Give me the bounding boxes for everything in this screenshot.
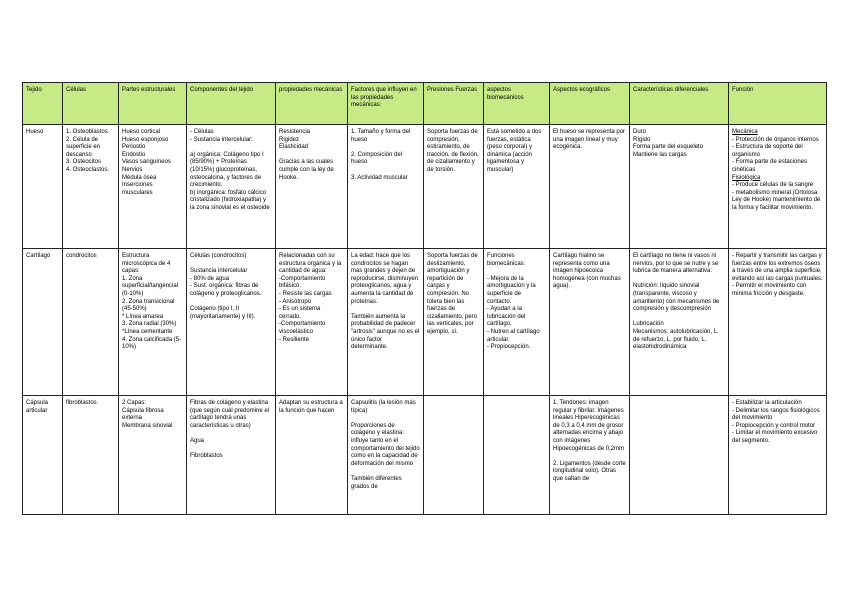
cell-line: 1. Zona superficial/tangencial (0-10%) — [122, 275, 179, 297]
cell-line: Mantiene las cargas — [633, 151, 687, 158]
cell-line: - Nutren al cartílago articular. — [487, 328, 540, 343]
cell-line: - Mejora de la amortiguación y la superficie de contacto. — [487, 275, 536, 305]
cell-line: La edad: hace que los condrocitos se hagan más grandes y dejen de reproducirse, disminuyen proteoglicanos, agua y aumenta la cantidad de proteínas. — [351, 253, 419, 305]
cell-line — [351, 306, 420, 314]
cell-line: - Ayudan a la lubricación del cartílago. — [487, 306, 526, 328]
cell-line: 2 Capas: — [122, 400, 147, 406]
cell-line: fibroblastos — [66, 400, 97, 406]
cell-line: 4. Zona calcificada (5-10%) — [122, 336, 182, 351]
column-header-celulas: Células — [63, 83, 119, 125]
table-cell — [550, 396, 630, 515]
cell-line: Adaptan su estructura a la función que hacen — [279, 400, 343, 414]
table-cell — [729, 249, 827, 396]
cell-line: 2. Célula de superficie en descanso — [66, 136, 101, 158]
cell-line: - Sust. orgánica: fibras de colágeno y proteoglicanos. — [190, 283, 262, 297]
cell-line — [351, 144, 420, 152]
study-table — [22, 82, 827, 515]
table-cell — [630, 249, 729, 396]
cell-line: El cartílago no tiene ni vasos ni nervios, por lo que se nutre y se lubrica de manera alternativa: — [633, 253, 719, 275]
cell-line: a) orgánica: Colágeno tipo I (85/90%) + Proteínas (10/15%) glucoproteínas, osteocalcina, y factores de crecimiento. — [190, 151, 264, 189]
cell-line: Está sometido a dos fuerzas, estática (peso corporal) y dinámica (acción ligamentosa y muscular) — [487, 129, 542, 173]
table-cell — [729, 125, 827, 249]
cell-line: 3. Actividad muscular — [351, 174, 408, 181]
cell-line — [633, 400, 725, 408]
cell-line: - Propiocepción. — [487, 344, 531, 351]
cell-line — [351, 167, 420, 175]
cell-line: - Limitar el movimiento excesivo del segmento. — [732, 430, 818, 444]
table-row-cartilago — [23, 249, 827, 396]
cell-line: Hueso cortical — [122, 129, 161, 135]
cell-line: Nervios — [122, 166, 143, 173]
column-header-aspectos-ecograficos: Aspectos ecográficos — [550, 83, 630, 125]
cell-line: Funciones biomecánicas: — [487, 253, 526, 267]
cell-line: - Permitir el movimiento con mínima fricción y desgaste. — [732, 283, 807, 297]
cell-line: Colágeno (tipo I, II (mayoritariamente) y III). — [190, 306, 256, 320]
cell-line: - Resiste las cargas — [279, 290, 332, 297]
cell-line: También aumenta la probabilidad de padecer "artrosis" aunque no es el único factor determinante. — [351, 313, 420, 351]
cell-line: 1. Osteoblastos — [66, 129, 108, 135]
cell-line: b) inorgánica: fosfato cálcico cristalizado (hidroxiapatita) y la zona sinovial es el osteoide — [190, 189, 270, 211]
table-cell — [630, 125, 729, 249]
table-cell — [63, 125, 119, 249]
column-header-funcion: Función — [729, 83, 827, 125]
table-cell — [424, 396, 484, 515]
cell-line — [190, 430, 272, 438]
cell-line: Endostio — [122, 151, 146, 158]
cell-line: condrocitos — [66, 253, 97, 259]
cell-line: - Delimitar los rangos fisiológicos del movimiento — [732, 407, 820, 422]
table-cell — [276, 125, 348, 249]
cell-line: - 80% de agua — [190, 275, 230, 282]
table-cell — [550, 249, 630, 396]
cell-line: *Línea cementante — [122, 328, 173, 335]
table-cell — [729, 396, 827, 515]
table-cell — [348, 249, 424, 396]
cell-line — [190, 261, 272, 269]
cell-line: Resistencia — [279, 129, 311, 135]
cell-line — [190, 144, 272, 152]
table-cell — [187, 396, 276, 515]
table-cell — [23, 249, 63, 396]
cell-line: 2. Ligamentos (desde corte longitudinal solo). Otras que saltan de — [553, 460, 626, 482]
table-cell — [484, 249, 550, 396]
column-header-componentes-del-tejido: Componentes del tejido — [187, 83, 276, 125]
cell-line: Mecánica — [732, 129, 758, 135]
column-header-aspectos-biomecanicos: aspectos biomecánicos — [484, 83, 550, 125]
cell-line — [553, 453, 626, 461]
cell-line: Estructura microscópica de 4 capas: — [122, 253, 171, 275]
cell-line — [279, 152, 344, 160]
table-row-capsula-articular — [23, 396, 827, 515]
cell-line: * Línea amarea — [122, 313, 164, 320]
table-cell — [187, 249, 276, 396]
cell-line: - Forma parte de estaciones cinéticas — [732, 159, 808, 173]
table-cell — [630, 396, 729, 515]
cell-line: Membrana sinovial — [122, 422, 173, 429]
cell-line: - Protección de órganos internos — [732, 136, 819, 143]
cell-line: - Sustancia intercelular: — [190, 136, 253, 143]
cell-line: - Es un sistema cerrado. — [279, 306, 321, 320]
cell-line: Médula ósea — [122, 174, 157, 181]
cell-line: Fibras de colágeno y elastina (que según cuál predomine el cartílago tendrá unas características u otras) — [190, 400, 270, 429]
column-header-propiedades-mecanicas: propiedades mecánicas — [276, 83, 348, 125]
table-cell — [424, 125, 484, 249]
cell-line: - Estabilizar la articulación — [732, 400, 802, 406]
cell-line: 3. Osteocitos — [66, 159, 102, 166]
cell-line: 2. Zona transicional (45-50%) — [122, 298, 175, 313]
cell-line — [427, 400, 480, 408]
cell-line: - Repartir y transmitir las cargas y fuerzas entre los extremos óseos a través de una amplia superficie, evitando así las cargas puntuales. — [732, 253, 823, 282]
cell-line — [190, 446, 272, 454]
column-header-partes-estructurales: Partes estructurales — [119, 83, 187, 125]
cell-line: - Anisótropo — [279, 298, 312, 305]
cell-line: - Estructura de soporte del organismo — [732, 144, 803, 158]
cell-line: Proporciones de colágeno y elastina: influye tanto en el comportamiento del tejido como en la capacidad de deformación del mismo — [351, 422, 420, 467]
header-row — [23, 83, 827, 125]
cell-line: Soporta fuerzas de compresión, estiramiento, de tracción, de flexión, de cizallamiento y de torsión. — [427, 129, 479, 173]
table-cell — [119, 125, 187, 249]
cell-line: Hueso esponjoso — [122, 136, 169, 143]
cell-line: 3. Zona radial (30%) — [122, 321, 177, 328]
cell-line: Capsulitis (la lesión más típica) — [351, 400, 416, 414]
table-cell — [550, 125, 630, 249]
table-cell — [424, 249, 484, 396]
cell-line: Relacionadas con su estructura orgánica y la cantidad de agua: — [279, 253, 342, 275]
table-cell — [484, 396, 550, 515]
cell-line: 1. Tamaño y forma del hueso — [351, 129, 411, 143]
cell-line: Duro — [633, 129, 647, 135]
row-label: Cápsula articular — [26, 400, 49, 414]
cell-line: Cartílago hialino se representa como una imagen hipoecoica homogénea (con muchas agua). — [553, 253, 621, 290]
cell-line: -Comportamiento viscoelástico — [279, 321, 326, 335]
cell-line: - Propiocepción y control motor — [732, 422, 816, 429]
cell-line — [351, 415, 420, 423]
cell-line — [487, 400, 546, 408]
cell-line: - metabolismo mineral (Ortolosa Ley de Hooke) mantenimiento de la forma y facilitar movimiento. — [732, 189, 821, 211]
cell-line: Células (condrocitos) — [190, 253, 247, 259]
table-cell — [276, 396, 348, 515]
cell-line: Periostio — [122, 144, 146, 151]
cell-line — [190, 299, 272, 307]
cell-line: 1. Tendones: imagen regular y fibrilar. Imágenes lineales Hiperecogénicas de 0,3 a 0,4 mm de grosor alternadas encima y abajo con imágenes Hipoecogénicas de 0,2mm — [553, 400, 625, 452]
cell-line: Gracias a las cuales cumple con la ley de Hooke. — [279, 159, 334, 181]
cell-line: -Comportamiento bifásico. — [279, 275, 326, 290]
table-cell — [348, 396, 424, 515]
cell-line: Cápsula fibrosa externa — [122, 407, 164, 422]
cell-line: Rígido — [633, 136, 651, 143]
cell-line: 2. Composición del hueso — [351, 151, 403, 166]
table-cell — [276, 249, 348, 396]
cell-line: Mecanismos: autolubricación, L. de refuerzo, L. por fluido, L. elastohidrodinámica — [633, 328, 719, 351]
cell-line: Rigidez — [279, 136, 300, 143]
cell-line: Fibroblastos — [190, 453, 223, 460]
table-cell — [23, 125, 63, 249]
cell-line: Inserciones musculares — [122, 182, 153, 196]
table-cell — [23, 396, 63, 515]
cell-line — [633, 314, 725, 322]
table-cell — [63, 396, 119, 515]
cell-line — [487, 268, 546, 276]
cell-line: - Resiliente — [279, 336, 310, 343]
cell-line: Sustancia intercelular — [190, 268, 248, 275]
row-label: Hueso — [26, 129, 44, 135]
column-header-factores-que-influyen-en: Factores que influyen en las propiedades mecánicas: — [348, 83, 424, 125]
cell-line: Nutrición: líquido sinovial (transparente, viscoso y amarillento) con mecanismos de compresión y descompresión — [633, 283, 720, 313]
cell-line — [633, 276, 725, 284]
table-cell — [63, 249, 119, 396]
table-cell — [348, 125, 424, 249]
column-header-tejido: Tejido — [23, 83, 63, 125]
cell-line: Fisiológica — [732, 174, 761, 181]
cell-line: Lubricación — [633, 321, 664, 328]
cell-line: También diferentes grados de — [351, 475, 402, 490]
cell-line: Soporta fuerzas de deslizamiento, amortiguación y repartición de cargas y compresión. No tolera bien las fuerzas de cizallamiento, pero las verticales, por ejemplo, sí. — [427, 253, 478, 335]
cell-line — [351, 468, 420, 476]
cell-line: - Produce células de la sangre — [732, 182, 814, 189]
cell-line: Forma parte del esqueleto — [633, 144, 704, 151]
cell-line: Elasticidad — [279, 144, 309, 151]
table-row-hueso — [23, 125, 827, 249]
table-cell — [187, 125, 276, 249]
cell-line: El hueso se representa por una imagen lineal y muy ecogénica. — [553, 129, 626, 151]
table-cell — [119, 249, 187, 396]
column-header-presiones-fuerzas: Presiones Fuerzas — [424, 83, 484, 125]
cell-line: 4. Osteoclastos. — [66, 166, 110, 173]
cell-line: - Células — [190, 129, 214, 135]
column-header-caracteristicas-diferenc: Características diferenciales — [630, 83, 729, 125]
table-cell — [484, 125, 550, 249]
row-label: Cartílago — [26, 253, 51, 259]
cell-line: Vasos sanguíneos — [122, 159, 171, 166]
table-cell — [119, 396, 187, 515]
cell-line: Agua — [190, 437, 205, 444]
